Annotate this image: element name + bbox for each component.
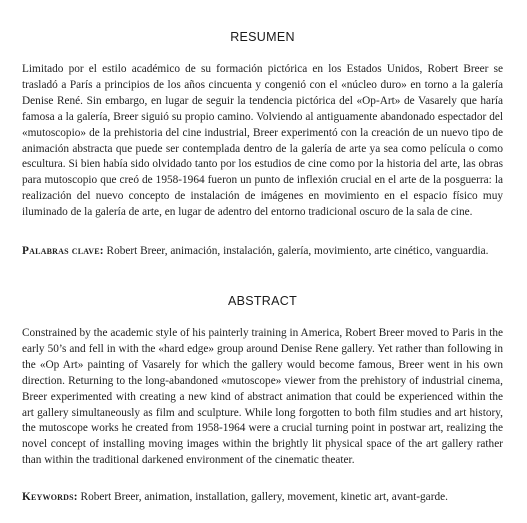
abstract-keywords [22, 490, 503, 506]
resumen-keywords [22, 244, 503, 260]
abstract-paragraph: Constrained by the academic style of his painterly training in America, Robert Breer moved to Paris in the early 50’s and fell in with the «hard edge» group around Denise Rene gallery. Yet rather than following in the «Op Art» painting of Vasarely for which the gallery would become famous, Breer went in his own direction. Returning to the long-abandoned «mutoscope» viewer from the prehistory of industrial cinema, Breer experimented with creating a new kind of abstract animation that could be experienced within the art gallery simultaneously as film and sculpture. While long forgotten to both film studies and art history, the mutoscope works he created from 1958-1964 were a crucial turning point in postwar art, realizing the novel concept of installing moving images within the brightly lit physical space of the art gallery rather than within the traditional darkened environment of the cinematic theater. [22, 327, 503, 467]
abstract-keywords-list: Robert Breer, animation, installation, gallery, movement, kinetic art, avant-garde. [80, 491, 448, 503]
abstract-keywords-label: Keywords: [22, 491, 78, 503]
resumen-paragraph: Limitado por el estilo académico de su formación pictórica en los Estados Unidos, Robert Breer se trasladó a París a principios de los años cincuenta y congenió con el «núcleo duro» en torno a la galería Denise René. Sin embargo, en lugar de seguir la tendencia pictórica del «Op-Art» de Vasarely que haría famosa a la galería, Breer siguió su propio camino. Volviendo al antiguamente abandonado espectador del «mutoscopio» de la prehistoria del cine industrial, Breer experimentó con la creación de un nuevo tipo de animación abstracta que puede ser contemplada dentro de la galería de arte ya sea como película o como escultura. Si bien había sido olvidado tanto por los estudios de cine como por la historia del arte, las obras para mutoscopio que creó de 1958-1964 fueron un punto de inflexión crucial en el arte de la posguerra: la realización del nuevo concepto de instalación de imágenes en movimiento en el espacio físico muy iluminado de la galería de arte, en lugar de adentro del entorno tradicional oscuro de la sala de cine. [22, 63, 503, 219]
resumen-keywords-label: Palabras clave: [22, 245, 104, 257]
resumen-keywords-list: Robert Breer, animación, instalación, galería, movimiento, arte cinético, vanguardia. [106, 245, 489, 257]
abstract-heading: ABSTRACT [227, 294, 298, 308]
resumen-heading: RESUMEN [230, 30, 295, 44]
